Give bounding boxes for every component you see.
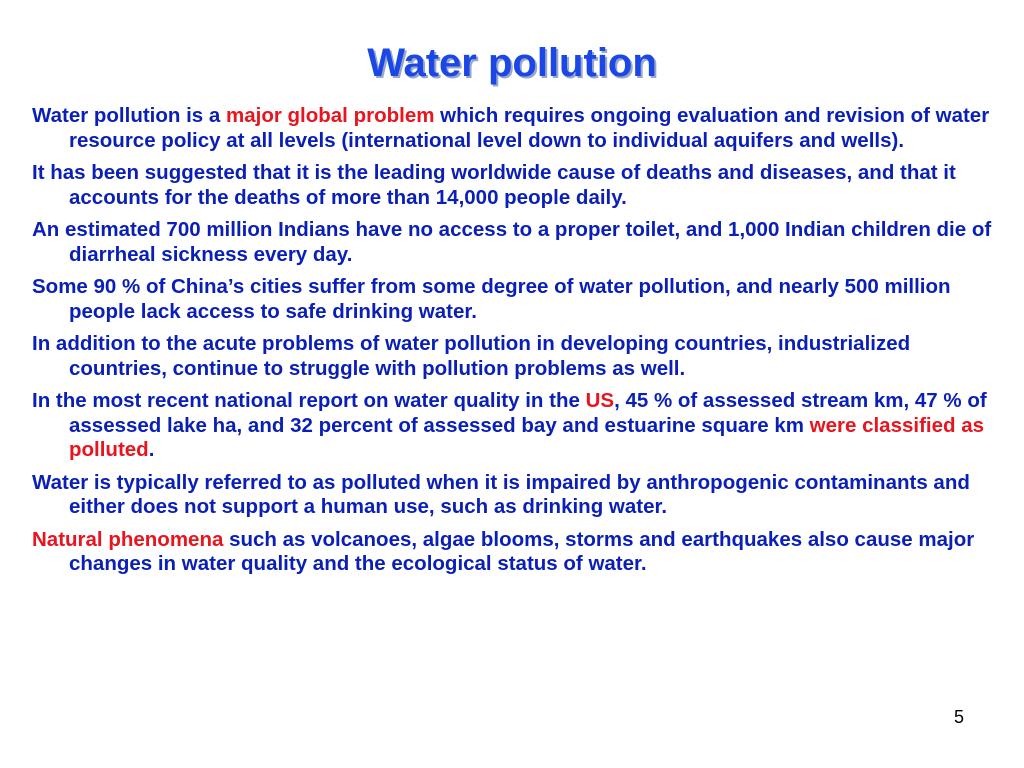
paragraph (32, 471, 1000, 520)
highlighted-text: Natural phenomena (32, 527, 224, 551)
slide-title: Water pollution (367, 41, 657, 85)
text-segment: In addition to the acute problems of water pollution in developing countries, industrialized countries, continue to struggle with pollution problems as well. (32, 332, 911, 380)
text-segment: Water pollution is a (32, 104, 226, 127)
text-segment: such as volcanoes, algae blooms, storms and earthquakes also cause major changes in water quality and the ecological status of water. (69, 527, 975, 575)
text-segment: In the most recent national report on water quality in the (32, 389, 586, 412)
page-number: 5 (953, 707, 964, 727)
paragraph (32, 218, 1000, 267)
text-segment: which requires ongoing evaluation and revision of water resource policy at all levels (international level down to individual aquifers and wells). (69, 104, 990, 152)
text-segment: . (148, 438, 155, 461)
paragraph (32, 389, 1000, 463)
text-segment: , 45 % of assessed stream km, 47 % of assessed lake ha, and 32 percent of assessed bay and estuarine square km (69, 389, 987, 437)
text-segment: An estimated 700 million Indians have no access to a proper toilet, and 1,000 Indian children die of diarrheal sickness every day. (32, 218, 992, 266)
body-text-list (32, 104, 1000, 585)
highlighted-text: US (585, 389, 615, 412)
text-segment: Water is typically referred to as polluted when it is impaired by anthropogenic contaminants and either does not support a human use, such as drinking water. (32, 470, 970, 518)
paragraph (32, 528, 1000, 577)
paragraph (32, 161, 1000, 210)
highlighted-text: were classified as polluted (69, 413, 985, 461)
text-segment: Some 90 % of China’s cities suffer from some degree of water pollution, and nearly 500 million people lack access to safe drinking water. (32, 275, 951, 323)
paragraph (32, 275, 1000, 324)
text-segment: It has been suggested that it is the leading worldwide cause of deaths and diseases, and that it accounts for the deaths of more than 14,000 people daily. (32, 161, 956, 209)
paragraph (32, 104, 1000, 153)
paragraph (32, 332, 1000, 381)
highlighted-text: major global problem (226, 104, 435, 127)
